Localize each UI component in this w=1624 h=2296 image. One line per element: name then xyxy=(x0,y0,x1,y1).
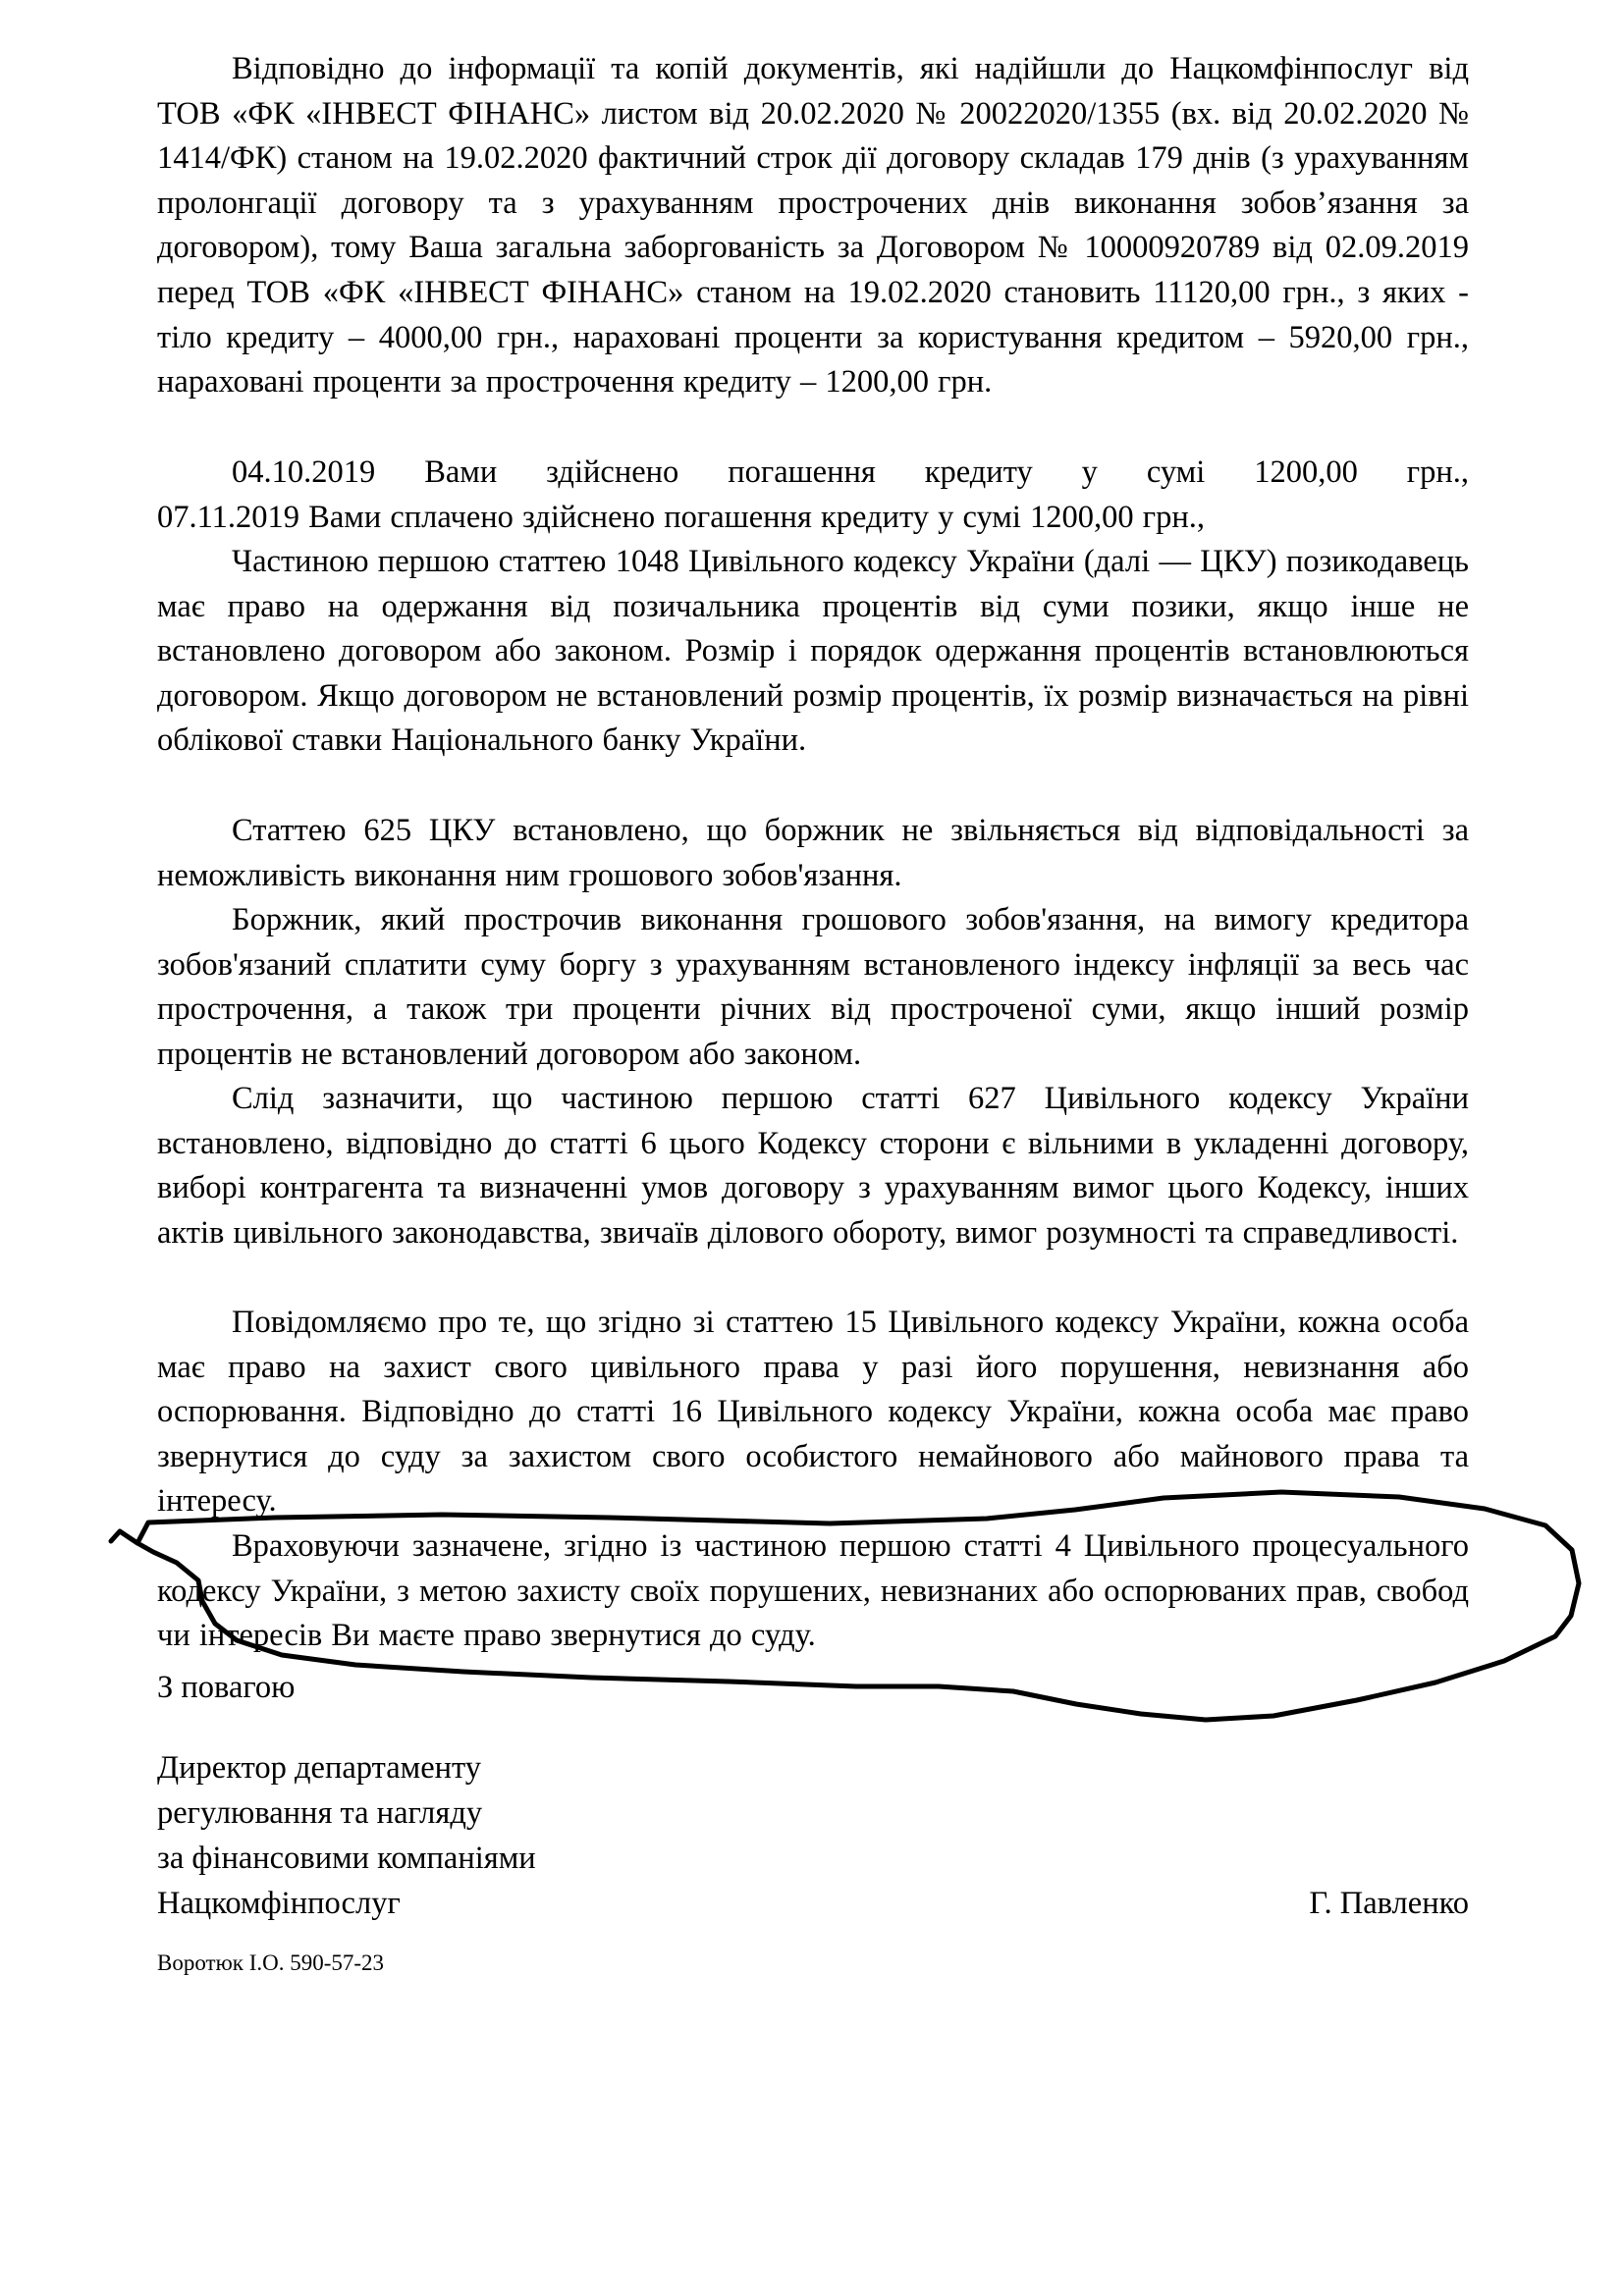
circled-paragraph: Враховуючи зазначене, згідно із частиною першою статті 4 Цивільного процесуального кодексу України, з метою захисту своїх порушених, невизнаних або оспорюваних прав, свобод чи інтересів Ви маєте право звернутися до суду. xyxy=(157,1528,1469,1654)
closing-salutation: З повагою xyxy=(157,1670,296,1705)
executor-reference: Воротюк І.О. 590-57-23 xyxy=(157,1950,385,1975)
body-paragraph-6: Слід зазначити, що частиною першою статті 627 Цивільного кодексу України встановлено, відповідно до статті 6 цього Кодексу сторони є вільними в укладенні договору, виборі контрагента та визначенні умов договору з урахуванням вимог цього Кодексу, інших актів цивільного законодавства, звичаїв ділового обороту, вимог розумності та справедливості. xyxy=(157,1081,1469,1251)
body-paragraph-4: Статтею 625 ЦКУ встановлено, що боржник не звільняється від відповідальності за неможливість виконання ним грошового зобов'язання. xyxy=(157,813,1469,893)
body-paragraph-7: Повідомляємо про те, що згідно зі статтею 15 Цивільного кодексу України, кожна особа має право на захист свого цивільного права у разі його порушення, невизнання або оспорювання. Відповідно до статті 16 Цивільного кодексу України, кожна особа має право звернутися до суду за захистом свого особистого немайнового або майнового права та інтересу. xyxy=(157,1305,1469,1520)
signer-title-line-1: Директор департаменту xyxy=(157,1750,482,1786)
body-paragraph-2-line-2: 07.11.2019 Вами сплачено здійснено погашення кредиту у сумі 1200,00 грн., xyxy=(157,500,1205,535)
signer-title-line-3: за фінансовими компаніями xyxy=(157,1841,536,1876)
signer-title-line-2: регулювання та нагляду xyxy=(157,1795,483,1831)
body-paragraph-3: Частиною першою статтею 1048 Цивільного кодексу України (далі — ЦКУ) позикодавець має право на одержання від позичальника процентів від суми позики, якщо інше не встановлено договором або законом. Розмір і порядок одержання процентів встановлюються договором. Якщо договором не встановлений розмір процентів, їх розмір визначається на рівні облікової ставки Національного банку України. xyxy=(157,544,1469,759)
signer-organization: Нацкомфінпослуг xyxy=(157,1886,401,1921)
signature-block xyxy=(157,1745,1469,1926)
signer-name: Г. Павленко xyxy=(1309,1886,1469,1921)
body-paragraph-5: Боржник, який прострочив виконання грошового зобов'язання, на вимогу кредитора зобов'язаний сплатити суму боргу з урахуванням встановленого індексу інфляції за весь час прострочення, а також три проценти річних від простроченої суми, якщо інший розмір процентів не встановлений договором або законом. xyxy=(157,902,1469,1072)
body-paragraph-2-line-1: 04.10.2019 Вами здійснено погашення кредиту у сумі 1200,00 грн., xyxy=(232,454,1469,490)
body-paragraph-1: Відповідно до інформації та копій документів, які надійшли до Нацкомфінпослуг від ТОВ «ФК «ІНВЕСТ ФІНАНС» листом від 20.02.2020 № 20022020/1355 (вх. від 20.02.2020 № 1414/ФК) станом на 19.02.2020 фактичний строк дії договору складав 179 днів (з урахуванням пролонгації договору та з урахуванням прострочених днів виконання зобов’язання за договором), тому Ваша загальна заборгованість за Договором № 10000920789 від 02.09.2019 перед ТОВ «ФК «ІНВЕСТ ФІНАНС» станом на 19.02.2020 становить 11120,00 грн., з яких - тіло кредиту – 4000,00 грн., нараховані проценти за користування кредитом – 5920,00 грн., нараховані проценти за прострочення кредиту – 1200,00 грн. xyxy=(157,51,1469,400)
